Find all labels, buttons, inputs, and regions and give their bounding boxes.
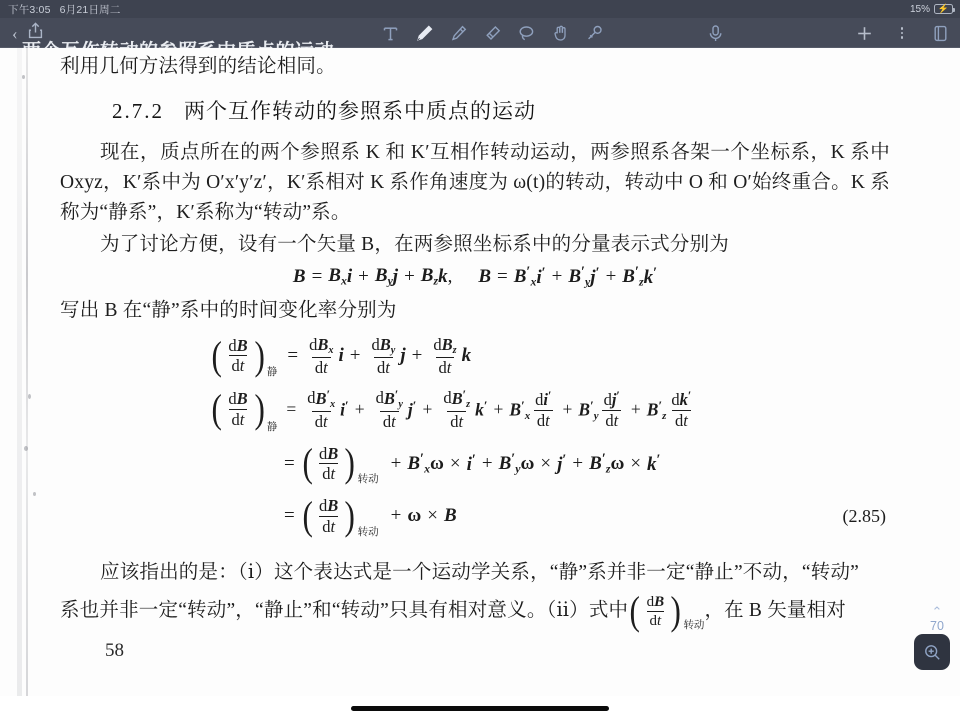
fraction-dB-dt: $\frac{dB}{dt}$ (319, 496, 339, 536)
subscript-static: 静 (266, 366, 278, 379)
equation-derivative-static: ( $\frac{dB}{dt}$ ) 静 = $\frac{dB_x}{dt}$ i + $\frac{dB_y}{dt}$ j + $\frac{dB_z}{dt}$ k (211, 332, 472, 379)
scan-edge-shadow (17, 48, 22, 696)
paren-close: ) (344, 493, 356, 539)
more-dot (901, 32, 904, 35)
fraction-dBz-prime-dt: $\frac{dB'_z}{dt}$ (443, 387, 471, 431)
section-heading (60, 96, 890, 126)
battery-icon (934, 4, 953, 14)
toolbar-right-group (854, 18, 950, 48)
marker-tool-icon[interactable] (584, 22, 604, 44)
equation-components: B = $B_x$ i + $B_y$ j + $B_z$ k , B = $B'_x$ i′ + $B'_y$ j′ + $B'_z$ k′ (292, 264, 658, 289)
paren-close: ) (670, 588, 681, 634)
fraction-dB-dt: $\frac{dB}{dt}$ (646, 593, 665, 629)
fraction-dB-dt: $\frac{dB}{dt}$ (228, 335, 248, 376)
paragraph-4-line1: 应该指出的是：（ⅰ）这个表达式是一个运动学关系，“静”系并非一定“静止”不动，“转动” (100, 561, 860, 583)
document-text-body (60, 48, 890, 696)
page-panel-icon[interactable] (930, 22, 950, 44)
fraction-dk-prime-dt: $\frac{dk'}{dt}$ (671, 388, 692, 430)
equation-rotating-expansion: = ( $\frac{dB}{dt}$ ) 转动 + $B'_x$ ω × i′ + $B'_y$ ω × j′ + $B'_z$ ω × k′ (284, 440, 661, 486)
subscript-rotating: 转动 (357, 525, 379, 538)
paren-open: ( (302, 440, 313, 486)
paren-open: ( (302, 493, 313, 539)
paren-open: ( (211, 386, 222, 432)
charging-bolt-icon: ⚡ (937, 3, 950, 14)
scan-speck (24, 446, 28, 451)
mic-tool-group (705, 18, 725, 48)
status-bar-left (0, 2, 121, 17)
fraction-di-prime-dt: $\frac{di'}{dt}$ (535, 388, 552, 430)
subscript-static: 静 (266, 420, 278, 433)
scan-speck (22, 75, 25, 79)
more-dot (901, 36, 904, 39)
paragraph-4-text-b: 系也并非一定“转动”，“静止”和“转动”只具有相对意义。（ⅱ）式中 (60, 600, 629, 622)
fraction-dB-dt: $\frac{dB}{dt}$ (319, 443, 339, 484)
annotation-tools (380, 18, 604, 48)
paragraph-4-line2 (60, 588, 890, 634)
section-number: 2.7.2 (112, 99, 164, 123)
fraction-dBz-dt: $\frac{dB_z}{dt}$ (433, 334, 457, 377)
paren-open: ( (629, 588, 641, 634)
status-bar (0, 0, 960, 18)
document-page[interactable] (0, 48, 960, 696)
section-title: 两个互作转动的参照系中质点的运动 (184, 99, 536, 123)
zoom-in-button[interactable] (914, 634, 950, 670)
add-button[interactable] (854, 22, 874, 44)
battery-percent-label: 15% (909, 3, 930, 15)
paren-close: ) (254, 386, 265, 432)
paragraph-2: 为了讨论方便，设有一个矢量 B，在两参照坐标系中的分量表示式分别为 (100, 234, 729, 255)
toolbar-left-group (0, 22, 43, 44)
paragraph-1: 现在，质点所在的两个参照系 K 和 K′互相作转动运动，两参照系各架一个坐标系，K 系中 Oxyz，K′系中为 O′x′y′z′，K′系相对 K 系作角速度为 ω(t)的转动，转动中 O 和 O′始终重合。K 系称为“静系”，K′系称为“转动”系。 (60, 142, 890, 223)
paren-close: ) (344, 440, 356, 486)
paragraph-4-text-c: ，在 B 矢量相对 (704, 600, 846, 622)
more-dot (901, 27, 904, 30)
subscript-rotating: 转动 (357, 473, 379, 486)
home-indicator[interactable] (351, 706, 609, 711)
status-bar-right (910, 4, 960, 15)
equation-2-85: = ( $\frac{dB}{dt}$ ) 转动 + ω × B (2.85) (60, 497, 890, 536)
hand-tool-icon[interactable] (550, 22, 570, 44)
scan-edge-line (26, 48, 28, 696)
paren-open: ( (211, 332, 222, 378)
page-up-chevron-icon[interactable]: ⌃ (931, 604, 943, 619)
equation-derivative-primed: ( $\frac{dB}{dt}$ ) 静 = $\frac{dB'_x}{dt}$ i′ + $\frac{dB'_y}{dt}$ j′ + $\frac{dB'_z}{dt}$ k′ + $B'_x$ $\frac{di'}{dt}$ + $B'_y$ $\frac{dj'}{dt}$ + $B'_z$ $\frac{dk'}{dt}$ (60, 388, 890, 430)
status-time: 下午3:05 (8, 3, 51, 16)
fraction-dBx-prime-dt: $\frac{dB'_x}{dt}$ (307, 387, 336, 431)
scan-speck (33, 492, 36, 496)
app-toolbar (0, 18, 960, 48)
eraser-tool-icon[interactable] (482, 22, 502, 44)
fraction-dB-dt: $\frac{dB}{dt}$ (228, 389, 248, 429)
current-page-number: 70 (930, 619, 944, 633)
fraction-dj-prime-dt: $\frac{dj'}{dt}$ (603, 388, 620, 430)
text-tool-icon[interactable] (380, 22, 400, 44)
paragraph-3: 写出 B 在“静”系中的时间变化率分别为 (60, 299, 397, 321)
paren-close: ) (254, 332, 265, 378)
fraction-dBy-prime-dt: $\frac{dB'_y}{dt}$ (375, 387, 403, 431)
back-icon[interactable]: ‹ (12, 23, 18, 43)
status-date: 6月21日周二 (59, 3, 121, 16)
fraction-dBx-dt: $\frac{dB_x}{dt}$ (309, 334, 334, 377)
page-number: 58 (105, 640, 124, 661)
scan-speck (28, 394, 31, 399)
more-options-button[interactable] (892, 22, 912, 44)
equation-number: (2.85) (842, 505, 886, 526)
fraction-dBy-dt: $\frac{dB_y}{dt}$ (371, 334, 396, 377)
pen-tool-icon[interactable] (414, 22, 434, 44)
lasso-tool-icon[interactable] (516, 22, 536, 44)
mic-icon[interactable] (705, 22, 725, 44)
subscript-rotating: 转动 (683, 619, 705, 632)
continued-line: 利用几何方法得到的结论相同。 (60, 56, 336, 77)
highlighter-tool-icon[interactable] (448, 22, 468, 44)
